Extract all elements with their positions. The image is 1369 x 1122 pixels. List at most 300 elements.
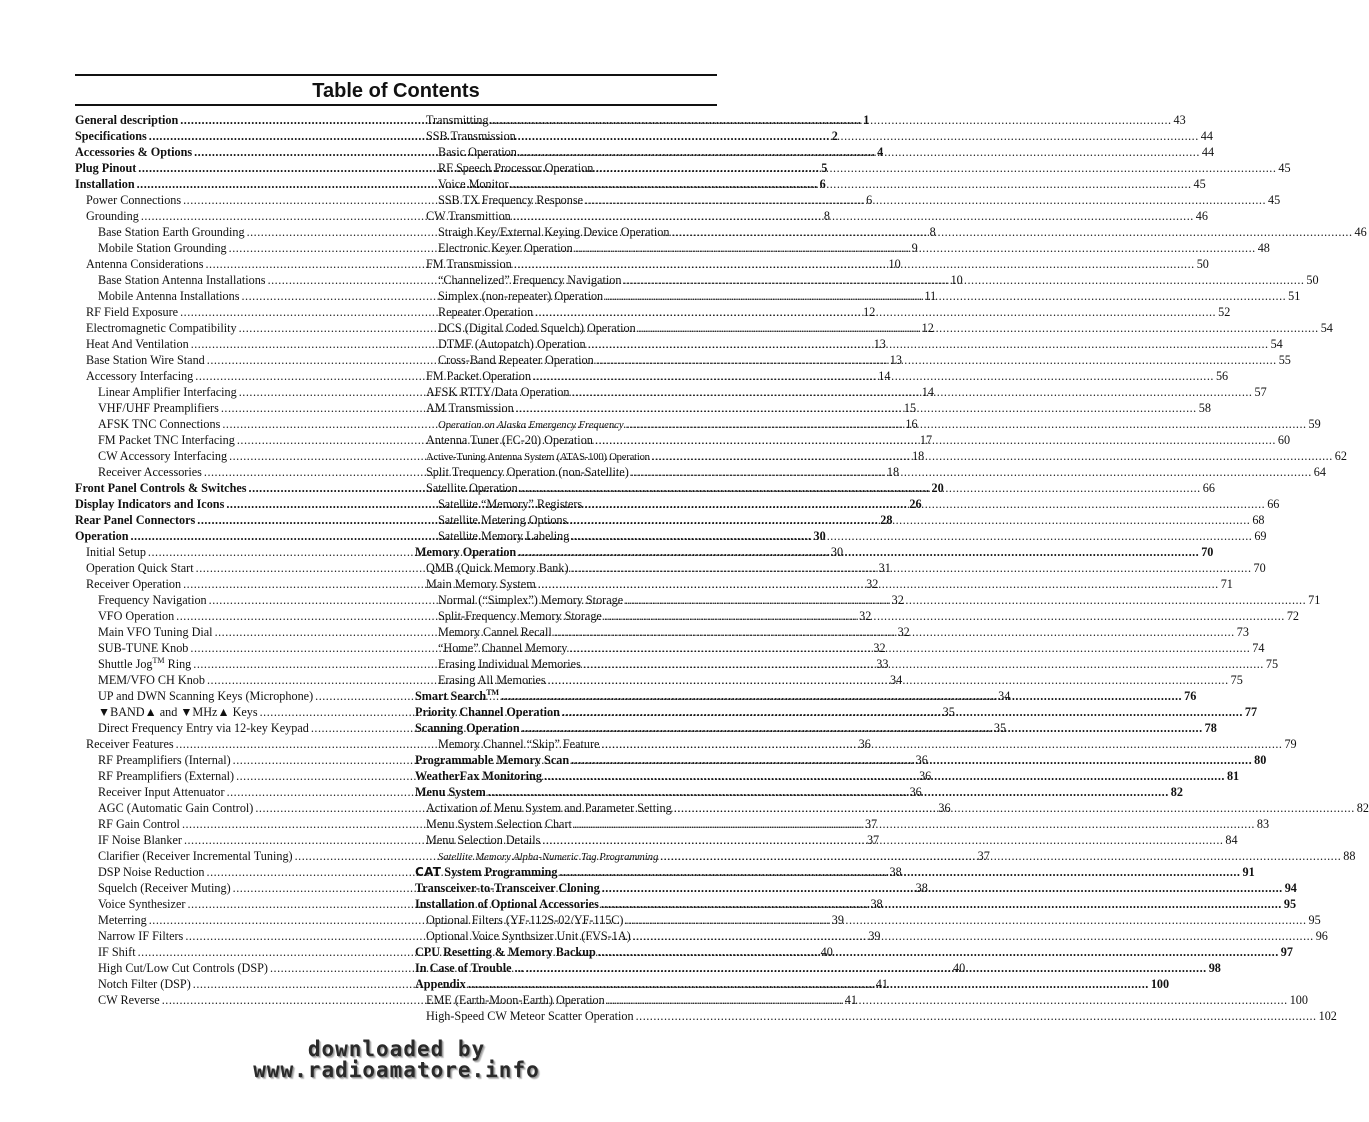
- toc-entry-label: [86, 256, 203, 272]
- dot-leader: [633, 928, 1314, 944]
- toc-entry-page-number: 35: [993, 721, 1007, 735]
- toc-entry-text: Accessory Interfacing: [86, 369, 194, 383]
- dot-leader: [538, 576, 1219, 592]
- toc-entry-page-number: 100: [1150, 977, 1170, 991]
- trademark-superscript: TM: [486, 687, 500, 697]
- toc-entry-page-number: 34: [890, 673, 903, 687]
- toc-entry-label: [426, 432, 593, 448]
- toc-entry-text: Receiver Features: [86, 737, 174, 751]
- toc-entry-page-number: 52: [1218, 305, 1231, 319]
- dot-leader: [625, 912, 1306, 928]
- toc-entry-label: [86, 736, 174, 752]
- dot-leader: [520, 480, 1201, 496]
- toc-entry-page-number: 36: [915, 753, 928, 767]
- toc-entry-page-number: 71: [1220, 577, 1233, 591]
- toc-entry-text: UP and DWN Scanning Keys (Microphone): [98, 689, 314, 703]
- toc-entry-text: Split Trequency Operation (non-Satellite): [426, 465, 629, 479]
- toc-entry-text: Appendix: [415, 977, 466, 991]
- toc-entry[interactable]: [415, 160, 1291, 176]
- dot-leader: [554, 624, 1235, 640]
- toc-entry-label: [98, 656, 191, 672]
- toc-entry[interactable]: [415, 176, 1206, 192]
- toc-entry-page-number: 28: [880, 513, 893, 527]
- toc-entry-text: Receiver Operation: [86, 577, 182, 591]
- toc-entry-label: [98, 624, 213, 640]
- toc-entry-page-number: 56: [1215, 369, 1229, 383]
- toc-entry-label: [86, 368, 193, 384]
- dot-leader: [585, 192, 1266, 208]
- toc-entry-label: [75, 160, 136, 176]
- toc-entry-page-number: 18: [912, 449, 925, 463]
- toc-entry-label: [438, 528, 569, 544]
- toc-entry-label: [426, 800, 672, 816]
- toc-entry[interactable]: [415, 144, 1215, 160]
- toc-entry-text: Memory Cannel Recall: [438, 625, 552, 639]
- toc-entry-label: [75, 128, 147, 144]
- toc-entry-page-number: 73: [1236, 625, 1249, 639]
- toc-entry-label: [86, 352, 205, 368]
- watermark-line-2: www.radioamatore.info: [253, 1058, 540, 1082]
- toc-entry-page-number: 74: [1252, 641, 1265, 655]
- toc-entry-text: DCS (Digital Coded Squelch) Operation: [438, 321, 636, 335]
- toc-entry-label: [426, 208, 511, 224]
- toc-entry-text: Narrow IF Filters: [98, 929, 184, 943]
- toc-entry-page-number: 44: [1200, 129, 1213, 143]
- toc-entry-label: [98, 432, 235, 448]
- toc-entry-label: [75, 480, 247, 496]
- toc-entry-text: Satellite Memory Alpha-Numeric Tag Programming: [438, 852, 659, 863]
- toc-entry-label: [98, 832, 182, 848]
- toc-entry-label: [438, 192, 583, 208]
- dot-leader: [518, 128, 1199, 144]
- toc-entry-page-number: 102: [1318, 1009, 1337, 1023]
- toc-entry-label: [426, 400, 514, 416]
- toc-entry-text: FM Transmission: [426, 257, 512, 271]
- dot-leader: [626, 416, 1307, 432]
- dot-leader: [513, 208, 1194, 224]
- toc-entry-text: Main Memory System: [426, 577, 536, 591]
- toc-entry-page-number: 30: [830, 545, 844, 559]
- dot-leader: [535, 304, 1216, 320]
- toc-entry-text: System Programming: [441, 865, 558, 879]
- toc-entry-page-number: 6: [866, 193, 873, 207]
- toc-entry-text: Straigh Key/External Keying Device Operation: [438, 225, 670, 239]
- toc-entry-page-number: 78: [1204, 721, 1217, 735]
- toc-entry-page-number: 14: [878, 369, 891, 383]
- toc-entry-page-number: 95: [1308, 913, 1321, 927]
- toc-entry-text-suffix: Ring: [164, 657, 192, 671]
- dot-leader: [569, 640, 1250, 656]
- toc-entry-label: [415, 960, 524, 976]
- toc-entry-page-number: 95: [1283, 897, 1297, 911]
- toc-entry-page-number: 32: [859, 609, 872, 623]
- toc-entry-page-number: 36: [938, 801, 951, 815]
- toc-entry-page-number: 57: [1254, 385, 1267, 399]
- toc-entry-text: Voice Monitor: [438, 177, 509, 191]
- toc-entry-page-number: 60: [1277, 433, 1291, 447]
- toc-entry-text: WeatherFax Monitoring: [415, 769, 542, 783]
- toc-entry-label: [438, 736, 599, 752]
- toc-entry-page-number: 34: [998, 689, 1011, 703]
- toc-entry-page-number: 41: [844, 993, 857, 1007]
- dot-leader: [636, 1008, 1317, 1024]
- toc-entry-label: [75, 496, 224, 512]
- toc-entry-text: SSB Transmission: [426, 129, 516, 143]
- toc-entry-label: [98, 384, 237, 400]
- toc-entry-label: [426, 576, 536, 592]
- toc-entry-label: [98, 880, 231, 896]
- toc-entry-page-number: 58: [1198, 401, 1211, 415]
- toc-entry-text: In Case of Trouble ...: [415, 961, 524, 975]
- toc-entry-page-number: 12: [921, 321, 934, 335]
- toc-entry-page-number: 35: [942, 705, 955, 719]
- toc-entry-text: Direct Frequency Entry via 12-key Keypad: [98, 721, 309, 735]
- toc-entry-page-number: 55: [1278, 353, 1291, 367]
- toc-entry-label: [98, 288, 240, 304]
- dot-leader: [601, 736, 1282, 752]
- toc-entry-label: [75, 176, 135, 192]
- toc-entry-text: Split-Frequency Memory Storage: [438, 609, 602, 623]
- trademark-superscript: TM: [152, 655, 165, 665]
- toc-entry-text: CW Transmittion: [426, 209, 511, 223]
- toc-entry-text: Antenna Tuner (FC-20) Operation: [426, 433, 593, 447]
- toc-entry-text: RF Preamplifiers (External): [98, 769, 235, 783]
- toc-entry-label: [438, 144, 517, 160]
- toc-entry-text: Main VFO Tuning Dial: [98, 625, 213, 639]
- toc-entry-label: [438, 160, 593, 176]
- toc-entry-text: Smart Search: [415, 689, 487, 703]
- dot-leader: [623, 272, 1304, 288]
- toc-entry-page-number: 9: [911, 241, 918, 255]
- toc-entry-page-number: 26: [909, 497, 922, 511]
- dot-leader: [571, 560, 1252, 576]
- toc-entry-label: [415, 688, 499, 704]
- toc-entry-label: [426, 560, 569, 576]
- toc-entry-label: [438, 240, 573, 256]
- cat-logo: CAT: [415, 865, 442, 879]
- toc-entry[interactable]: [415, 112, 1186, 128]
- watermark-line-1: downloaded by: [307, 1037, 486, 1061]
- toc-entry-text: IF Noise Blanker: [98, 833, 182, 847]
- toc-entry-page-number: 6: [819, 177, 826, 191]
- toc-entry-text: Simplex (non-repeater) Operation: [438, 289, 604, 303]
- toc-entry-page-number: 40: [952, 961, 966, 975]
- toc-entry-label: [98, 784, 225, 800]
- toc-entry-page-number: 14: [921, 385, 934, 399]
- toc-entry-label: [415, 880, 600, 896]
- toc-entry-label: [86, 544, 146, 560]
- toc-entry[interactable]: [415, 240, 1270, 256]
- toc-entry-page-number: 13: [873, 337, 886, 351]
- dot-leader: [544, 768, 1225, 784]
- toc-entry-page-number: 68: [1252, 513, 1265, 527]
- toc-entry-label: [86, 208, 139, 224]
- toc-entry-page-number: 72: [1286, 609, 1300, 623]
- toc-entry-page-number: 84: [1225, 833, 1238, 847]
- toc-entry[interactable]: [415, 208, 1208, 224]
- toc-entry-text: Notch Filter (DSP): [98, 977, 191, 991]
- dot-leader: [519, 144, 1200, 160]
- toc-entry-page-number: 70: [1201, 545, 1214, 559]
- toc-entry[interactable]: [415, 1008, 1337, 1024]
- toc-entry-text: Display Indicators and Icons: [75, 497, 225, 511]
- toc-entry-text: Initial Setup: [86, 545, 146, 559]
- toc-entry-text: IF Shift: [98, 945, 136, 959]
- toc-entry-page-number: 71: [1308, 593, 1321, 607]
- dot-leader: [674, 800, 1355, 816]
- toc-entry-text: Specifications: [75, 129, 147, 143]
- toc-entry-label: [98, 720, 309, 736]
- toc-entry-page-number: 88: [1343, 849, 1356, 863]
- toc-entry-label: [415, 976, 466, 992]
- toc-entry-page-number: 69: [1254, 529, 1267, 543]
- toc-entry-page-number: 37: [977, 849, 990, 863]
- toc-entry-label: [75, 528, 129, 544]
- toc-entry-text: CW Reverse: [98, 993, 160, 1007]
- toc-entry-page-number: 37: [864, 817, 878, 831]
- toc-entry-label: [98, 976, 191, 992]
- toc-entry-text: Active-Tuning Antenna System (ATAS-100) Operation: [426, 452, 650, 463]
- toc-entry-page-number: 76: [1184, 689, 1197, 703]
- toc-entry-text: Cross-Band Repeater Operation: [438, 353, 594, 367]
- toc-entry-label: [98, 928, 183, 944]
- toc-entry-label: [438, 592, 623, 608]
- toc-entry-page-number: 4: [877, 145, 884, 159]
- toc-entry-label: [415, 784, 486, 800]
- toc-entry-label: [426, 112, 489, 128]
- toc-entry-page-number: 10: [950, 273, 963, 287]
- toc-entry-page-number: 41: [875, 977, 888, 991]
- dot-leader: [625, 592, 1306, 608]
- toc-entry-text: Transmitting: [426, 113, 489, 127]
- toc-entry-page-number: 62: [1334, 449, 1347, 463]
- toc-entry-label: [438, 304, 533, 320]
- toc-entry-text: AFSK RTTY/Data Operation: [426, 385, 570, 399]
- toc-entry[interactable]: [415, 128, 1213, 144]
- toc-entry-text: Squelch (Receiver Muting): [98, 881, 231, 895]
- toc-entry-text: Voice Synthesizer: [98, 897, 186, 911]
- toc-entry-label: [426, 368, 531, 384]
- toc-entry-text: CPU Resetting & Memory Backup: [415, 945, 596, 959]
- toc-entry-text: Frequency Navigation: [98, 593, 207, 607]
- toc-entry-label: [415, 768, 542, 784]
- dot-leader: [559, 864, 1240, 880]
- toc-entry-text: RF Gain Control: [98, 817, 180, 831]
- dot-leader: [571, 752, 1252, 768]
- toc-entry-text: Linear Amplifier Interfacing: [98, 385, 237, 399]
- toc-entry-page-number: 66: [1202, 481, 1215, 495]
- toc-entry-label: [98, 640, 188, 656]
- dot-leader: [638, 320, 1319, 336]
- toc-entry-text: MEM/VFO CH Knob: [98, 673, 205, 687]
- toc-entry-page-number: 82: [1170, 785, 1183, 799]
- toc-entry-text: AFSK TNC Connections: [98, 417, 221, 431]
- toc-entry-page-number: 83: [1256, 817, 1270, 831]
- toc-entry-page-number: 82: [1356, 801, 1369, 815]
- toc-entry-text: High-Speed CW Meteor Scatter Operation: [426, 1009, 634, 1023]
- toc-entry-label: [438, 624, 552, 640]
- dot-leader: [569, 512, 1250, 528]
- toc-entry-label: [98, 672, 205, 688]
- toc-entry-page-number: 32: [891, 593, 904, 607]
- toc-entry-label: [75, 112, 178, 128]
- toc-entry-text: Operation: [75, 529, 129, 543]
- dot-leader: [595, 160, 1276, 176]
- dot-leader: [588, 336, 1269, 352]
- toc-entry-label: [86, 320, 237, 336]
- toc-entry-label: [426, 464, 629, 480]
- toc-entry[interactable]: [415, 224, 1367, 240]
- dot-leader: [501, 688, 1182, 704]
- toc-entry-text: AM Transmission: [426, 401, 514, 415]
- dot-leader: [672, 224, 1353, 240]
- toc-entry-label: [98, 992, 160, 1008]
- dot-leader: [571, 384, 1252, 400]
- dot-leader: [583, 656, 1264, 672]
- dot-leader: [491, 112, 1172, 128]
- toc-entry-label: [426, 256, 512, 272]
- toc-entry-page-number: 44: [1201, 145, 1215, 159]
- toc-entry-label: [98, 816, 180, 832]
- toc-entry-text: EME (Earth-Moon-Earth) Operation: [426, 993, 605, 1007]
- toc-entry-text: Memory Operation: [415, 545, 517, 559]
- toc-entry-label: [426, 384, 569, 400]
- toc-entry-label: [426, 992, 605, 1008]
- toc-entry-label: [98, 416, 220, 432]
- toc-entry-text: RF Field Exposure: [86, 305, 179, 319]
- toc-entry-text: Grounding: [86, 209, 139, 223]
- toc-entry-label: [415, 896, 599, 912]
- toc-entry-label: [438, 512, 567, 528]
- toc-entry-page-number: 43: [1173, 113, 1186, 127]
- dot-leader: [604, 608, 1285, 624]
- toc-entry-text: Scanning Operation: [415, 721, 520, 735]
- toc-entry-page-number: 64: [1313, 465, 1326, 479]
- toc-entry-text: Antenna Considerations: [86, 257, 204, 271]
- toc-entry-text: Menu Selection Details: [426, 833, 541, 847]
- toc-entry-text: Operation on Alaska Emergency Frequency: [438, 420, 624, 431]
- toc-entry-page-number: 81: [1226, 769, 1240, 783]
- toc-entry-label: [438, 336, 586, 352]
- toc-entry-label: [426, 912, 623, 928]
- toc-entry-label: [98, 704, 258, 720]
- toc-entry-label: [98, 912, 147, 928]
- toc-entry-text: Memory Channel “Skip” Feature: [438, 737, 600, 751]
- toc-entry-label: [75, 144, 192, 160]
- toc-entry-text: Power Connections: [86, 193, 182, 207]
- toc-entry-page-number: 54: [1270, 337, 1283, 351]
- toc-entry-text: RF Speech Processor Operation: [438, 161, 594, 175]
- toc-entry-label: [98, 800, 253, 816]
- toc-entry-text: Menu System Selection Chart: [426, 817, 572, 831]
- toc-entry-label: [86, 336, 189, 352]
- toc-entry-text: RF Preamplifiers (Internal): [98, 753, 231, 767]
- toc-entry-text: Basic Operation: [438, 145, 517, 159]
- toc-entry-page-number: 36: [919, 769, 932, 783]
- toc-entry-page-number: 31: [878, 561, 891, 575]
- dot-leader: [660, 848, 1341, 864]
- toc-entry-page-number: 94: [1284, 881, 1297, 895]
- toc-entry-page-number: 33: [876, 657, 889, 671]
- toc-entry-text: Operation Quick Start: [86, 561, 194, 575]
- toc-entry-page-number: 45: [1268, 193, 1281, 207]
- toc-entry-text: Transceiver-to-Transceiver Cloning: [415, 881, 600, 895]
- dot-leader: [598, 944, 1279, 960]
- toc-entry-page-number: 96: [1315, 929, 1328, 943]
- toc-entry-label: [415, 720, 520, 736]
- toc-entry-label: [415, 864, 557, 880]
- toc-entry-label: [75, 512, 195, 528]
- toc-entry-text: DSP Noise Reduction: [98, 865, 205, 879]
- toc-entry-text: Base Station Wire Stand: [86, 353, 205, 367]
- toc-entry-text: Menu System: [415, 785, 486, 799]
- toc-entry-text: CW Accessory Interfacing: [98, 449, 228, 463]
- toc-entry-page-number: 8: [823, 209, 830, 223]
- toc-entry-page-number: 18: [886, 465, 900, 479]
- dot-leader: [571, 528, 1252, 544]
- toc-entry-label: [86, 560, 194, 576]
- toc-entry-page-number: 32: [897, 625, 910, 639]
- toc-entry-text: Installation: [75, 177, 135, 191]
- toc-entry-text: Receiver Input Attenuator: [98, 785, 225, 799]
- toc-entry-text: Mobile Station Grounding: [98, 241, 227, 255]
- dot-leader: [574, 816, 1255, 832]
- toc-entry[interactable]: [415, 192, 1281, 208]
- toc-entry-text: Electromagnetic Compatibility: [86, 321, 237, 335]
- toc-entry-page-number: 17: [919, 433, 933, 447]
- toc-entry-text: Normal (“Simplex”) Memory Storage: [438, 593, 624, 607]
- toc-entry-text: VFO Operation: [98, 609, 175, 623]
- toc-entry-page-number: 1: [863, 113, 870, 127]
- toc-entry-text: VHF/UHF Preamplifiers: [98, 401, 219, 415]
- dot-leader: [468, 976, 1149, 992]
- toc-entry-label: [438, 496, 582, 512]
- dot-leader: [575, 240, 1256, 256]
- toc-entry-page-number: 51: [1288, 289, 1301, 303]
- toc-entry-label: [98, 896, 185, 912]
- dot-leader: [584, 496, 1265, 512]
- toc-entry-label: [98, 224, 245, 240]
- toc-entry-label: [98, 864, 205, 880]
- dot-leader: [533, 368, 1214, 384]
- toc-entry-text: Satellite “Memory” Registers: [438, 497, 583, 511]
- top-rule: [75, 74, 717, 76]
- toc-entry-text: High Cut/Low Cut Controls (DSP): [98, 961, 268, 975]
- toc-entry-text: Plug Pinout: [75, 161, 137, 175]
- toc-entry-text: Shuttle Jog: [98, 657, 153, 671]
- toc-entry-label: [98, 768, 234, 784]
- toc-entry-text: Accessories & Options: [75, 145, 193, 159]
- toc-entry-text: Installation of Optional Accessories: [415, 897, 599, 911]
- toc-entry-text: Front Panel Controls & Switches: [75, 481, 247, 495]
- toc-entry-label: [98, 240, 227, 256]
- toc-entry-text: Base Station Antenna Installations: [98, 273, 266, 287]
- dot-leader: [631, 464, 1312, 480]
- toc-entry-label: [415, 544, 516, 560]
- toc-entry-text: QMB (Quick Memory Bank): [426, 561, 569, 575]
- toc-entry-text: SSB TX Frequency Response: [438, 193, 584, 207]
- toc-entry-page-number: 39: [831, 913, 844, 927]
- toc-entry-text: Electronic Keyer Operation: [438, 241, 573, 255]
- dot-leader: [516, 400, 1197, 416]
- dot-leader: [518, 544, 1199, 560]
- toc-entry-page-number: 36: [909, 785, 922, 799]
- toc-entry-label: [426, 1008, 634, 1024]
- toc-entry-page-number: 10: [888, 257, 901, 271]
- toc-entry-text: ▼BAND▲ and ▼MHz▲ Keys: [98, 705, 258, 719]
- toc-entry-page-number: 79: [1284, 737, 1297, 751]
- toc-entry-page-number: 8: [929, 225, 936, 239]
